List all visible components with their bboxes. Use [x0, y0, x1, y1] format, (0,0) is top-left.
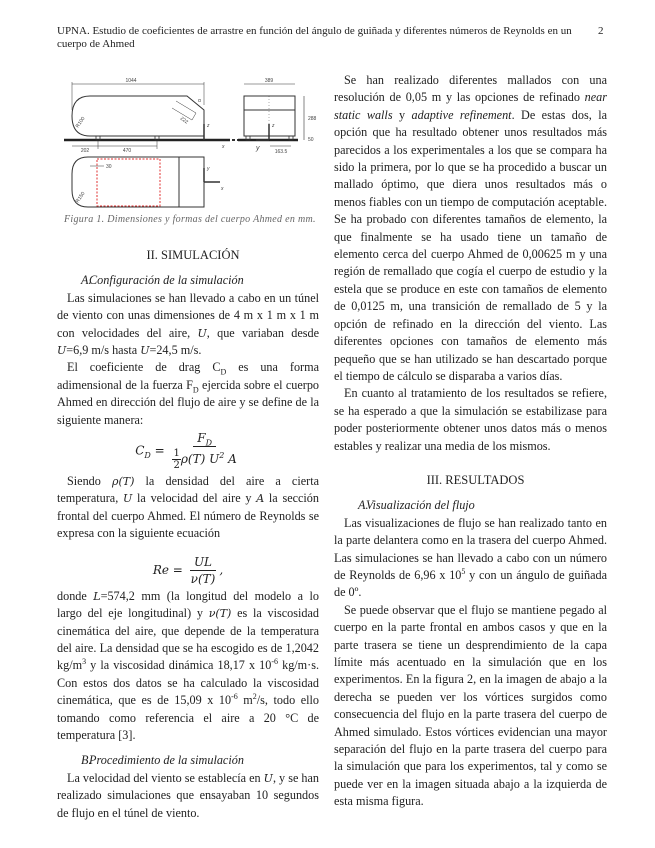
- axis-y-top: y: [207, 166, 210, 172]
- text-run: =574,2 mm (la longitud del modelo a lo largo del eje longitudinal) y: [57, 588, 319, 621]
- eq-tail: ,: [219, 562, 224, 577]
- section-heading-simulacion: II. SIMULACIÓN: [146, 248, 240, 262]
- axis-y-front: y: [256, 145, 260, 152]
- subsection-number: A.: [81, 273, 92, 288]
- math-variable: U: [123, 492, 133, 506]
- math-variable: U: [263, 771, 273, 785]
- text-run: , que variaban desde: [206, 325, 319, 340]
- text-run: la velocidad del aire y: [132, 491, 257, 506]
- text-run: es una forma adimensional de la fuerza F: [57, 360, 319, 392]
- dim-ground: 50: [308, 137, 314, 143]
- eq-lhs: Re =: [152, 562, 187, 577]
- text-run: adaptive refinement: [411, 107, 512, 122]
- eq-half-den: 2: [173, 460, 180, 472]
- text-run: . De estas dos, la opción que ha resultado obtener unos resultados más parecidos a los experimentales a los que se compara ha sido la primera, por lo que se ha procedido a buscar un mallado óptimo, que diera unos resultados más o menos fiables con un tiempo de computación aceptable. Se ha probado con diferentes tamaños de elemento, la que finalmente se ha usado tiene un tamaño de elemento cerca del cuerpo Ahmed de 0,00625 m y una región de remallado que cogía el cuerpo de estudio y la estela que se produce en este con tamaños de elemento de 0,0125 m, una transición de remallado de 5 y la opción de refinado en la dirección del viento. Las diferentes opciones con tamaños de elemento más pequeño que se han utilizado se han descartado porque el tiempo de cálculo se disparaba a varios días.: [334, 107, 607, 383]
- right-column: [334, 72, 607, 811]
- dim-angle: α: [198, 98, 201, 104]
- eq-lhs: C: [135, 443, 145, 458]
- eq-exponent: 2: [219, 451, 225, 461]
- axis-x-side: x: [222, 144, 225, 150]
- eq-numerator: UL: [190, 555, 216, 571]
- subsection-heading-visualizacion: [334, 497, 607, 514]
- eq-denominator-tail: A: [224, 452, 237, 467]
- eq-denominator: ρ(T) U: [180, 452, 220, 467]
- text-run: 5: [461, 566, 466, 576]
- subsection-title: Visualización del flujo: [366, 498, 475, 513]
- text-run: Siendo: [67, 474, 112, 489]
- text-run: En cuanto al tratamiento de los resultados se refiere, se ha esperado a que la simulación se estabilizase para poder posteriormente obtener unos datos más o menos estables y realizar una media de los mismos.: [334, 386, 607, 453]
- dim-radius-side: R100: [74, 115, 87, 130]
- eq-numerator: F: [197, 431, 206, 446]
- text-run: kg/m·s. Con estos dos datos se ha calculado la viscosidad cinemática, que es de 15,09 x 10: [57, 658, 319, 708]
- axis-z-side: z: [207, 123, 210, 129]
- dim-half-track: 163.5: [274, 149, 288, 155]
- math-variable: L: [93, 589, 101, 603]
- paragraph: [57, 290, 319, 360]
- dim-radius-top: R150: [74, 190, 87, 205]
- paragraph: [57, 588, 319, 745]
- paragraph: [57, 359, 319, 429]
- text-run: =24,5 m/s.: [149, 343, 202, 358]
- math-variable: ρ(T): [112, 475, 135, 489]
- paragraph: [57, 473, 319, 543]
- drag-coefficient-equation: $C_D$ = $F_D$ $\frac{1}{2}$ ρ(T) $U^2$ A: [135, 431, 237, 472]
- math-variable: U: [57, 344, 67, 358]
- text-run: =6,9 m/s hasta: [66, 343, 141, 358]
- top-view-outline: [72, 157, 204, 207]
- subsection-heading-procedimiento: [57, 752, 319, 769]
- text-run: y con un ángulo de guiñada de 0º.: [334, 567, 607, 600]
- running-header: UPNA. Estudio de coeficientes de arrastre en función del ángulo de guiñada y diferentes números de Reynolds en un cuerpo de Ahmed: [57, 25, 572, 50]
- dim-feet-spacing: 470: [122, 148, 132, 154]
- axis-z-front: z: [272, 123, 275, 129]
- math-variable: U: [197, 326, 207, 340]
- left-column: [57, 247, 319, 822]
- section-heading-resultados: III. RESULTADOS: [426, 472, 525, 487]
- paragraph: [334, 72, 607, 385]
- eq-lhs-sub: D: [144, 450, 151, 460]
- text-run: 2: [252, 692, 257, 702]
- dim-width: 389: [264, 78, 274, 84]
- text-run: D: [192, 385, 199, 395]
- paragraph: [57, 770, 319, 822]
- text-run: La velocidad del viento se establecía en: [67, 770, 264, 785]
- math-variable: A: [256, 492, 265, 506]
- text-run: near static walls: [334, 90, 607, 122]
- subsection-heading-configuracion: [57, 272, 319, 289]
- subsection-title: Procedimiento de la simulación: [89, 753, 244, 768]
- paragraph: [334, 515, 607, 602]
- math-variable: ν(T): [208, 607, 232, 621]
- text-run: Las visualizaciones de flujo se han realizado tanto en la parte delantera como en la trasera del cuerpo Ahmed. Las simulaciones se han llevado a cabo con un número de Reynolds de 6,96 x 10: [334, 515, 607, 582]
- text-run: 3: [82, 657, 87, 667]
- text-run: m: [237, 693, 253, 708]
- text-run: la densidad del aire a cierta temperatura,: [57, 474, 319, 506]
- eq-half-num: 1: [173, 448, 180, 460]
- dim-foot-offset: 30: [106, 164, 112, 170]
- text-run: El coeficiente de drag C: [67, 360, 221, 375]
- text-run: Se puede observar que el flujo se mantiene pegado al cuerpo en la parte frontal en ambos casos y que en la parte trasera se tiene un desprendimiento de la capa límite más acentuado en la simulación que en los experimentos. En la figura 2, en la imagen de abajo a la derecha se pueden ver los vórtices surgidos como consecuencia del flujo en la parte trasera del cuerpo de Ahmed simulado. Estos vórtices evidencian una mayor separación del flujo en la parte trasera del cuerpo para la simulación que para los experimentos, tal y como se puede ver en la imagen situada abajo a la izquierda de esta misma figura.: [334, 602, 607, 809]
- ahmed-body-drawing: [0, 0, 330, 212]
- page-number: 2: [598, 25, 604, 37]
- dim-length: 1044: [125, 78, 137, 84]
- text-run: y la viscosidad dinámica 18,17 x 10: [86, 658, 272, 673]
- text-run: , y se han realizado simulaciones que ensayaban 10 segundos de flujo en el túnel de viento.: [57, 770, 320, 820]
- text-run: es la viscosidad cinemática del aire, que depende de la temperatura del aire. La densidad que se ha escogido es de 1,2042 kg/m: [57, 606, 319, 673]
- math-variable: U: [140, 344, 150, 358]
- text-run: Se han realizado diferentes mallados con una resolución de 0,05 m y las opciones de refinado: [334, 73, 607, 105]
- figure-caption: Figura 1. Dimensiones y formas del cuerpo Ahmed en mm.: [64, 214, 316, 225]
- text-run: y: [392, 107, 412, 122]
- subsection-number: B.: [81, 753, 92, 768]
- subsection-title: Configuración de la simulación: [89, 273, 244, 288]
- text-run: ejercida sobre el cuerpo Ahmed en dirección del flujo de aire y se define de la siguiente manera:: [57, 377, 320, 427]
- dim-height: 288: [308, 116, 317, 122]
- axis-x-top: x: [221, 186, 224, 192]
- subsection-number: A.: [358, 498, 369, 513]
- dim-slant: 222: [178, 115, 190, 126]
- text-run: D: [220, 367, 227, 377]
- text-run: /s, todo ello tomando como referencia el aire a 20 °C de temperatura [3].: [57, 693, 319, 742]
- dim-front-offset: 202: [80, 148, 90, 154]
- text-run: Las simulaciones se han llevado a cabo en un túnel de viento con unas dimensiones de 4 m x 1 m x 1 m con velocidades del aire,: [57, 290, 319, 340]
- paragraph: [334, 385, 607, 455]
- text-run: donde: [57, 588, 94, 603]
- reynolds-equation: [57, 555, 319, 586]
- paragraph: [334, 602, 607, 811]
- text-run: -6: [271, 657, 279, 667]
- text-run: -6: [231, 692, 238, 702]
- eq-numerator-sub: D: [205, 438, 213, 448]
- text-run: la sección frontal del cuerpo Ahmed. El número de Reynolds se expresa con la siguiente ecuación: [57, 491, 319, 541]
- eq-denominator: ν(T): [190, 571, 216, 586]
